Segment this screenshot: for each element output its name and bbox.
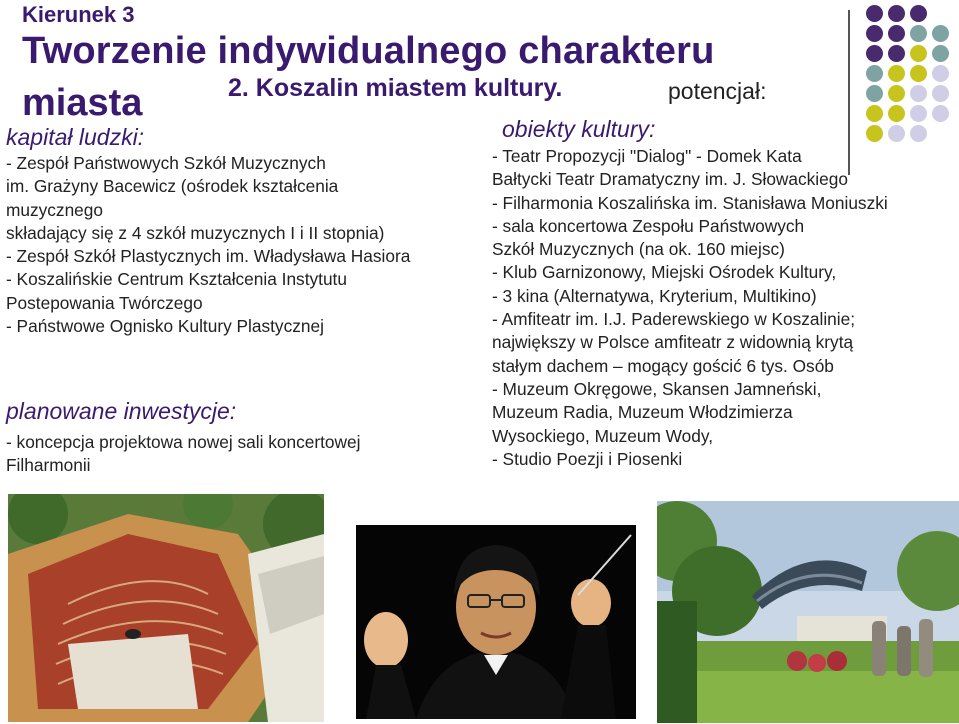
decorative-dot <box>866 25 883 42</box>
list-item: - Państwowe Ognisko Kultury Plastycznej <box>6 316 324 337</box>
list-item: - koncepcja projektowa nowej sali koncertowej <box>6 432 361 452</box>
list-item: Szkół Muzycznych (na ok. 160 miejsc) <box>492 239 785 260</box>
concert-hall-model-photo <box>8 494 324 722</box>
decorative-dot <box>932 45 949 62</box>
decorative-dot <box>910 65 927 82</box>
list-item: - Muzeum Okręgowe, Skansen Jamneński, <box>492 378 822 399</box>
list-item: Bałtycki Teatr Dramatyczny im. J. Słowackiego <box>492 169 848 190</box>
section-label: Kierunek 3 <box>22 2 135 27</box>
list-item: - Teatr Propozycji "Dialog" - Domek Kata <box>492 146 802 166</box>
decorative-dot <box>866 45 883 62</box>
decorative-dot <box>932 65 949 82</box>
decorative-dot <box>910 125 927 142</box>
list-item: - Amfiteatr im. I.J. Paderewskiego w Koszalinie; <box>492 309 856 330</box>
list-item: - Filharmonia Koszalińska im. Stanisława Moniuszki <box>492 192 888 213</box>
decorative-dot <box>910 45 927 62</box>
decorative-dot <box>888 65 905 82</box>
list-item: im. Grażyny Bacewicz (ośrodek kształcenia <box>6 176 339 197</box>
cultural-objects-list <box>492 145 888 471</box>
decorative-dot <box>932 85 949 102</box>
amphitheater-photo <box>657 501 959 723</box>
list-item: Muzeum Radia, Muzeum Włodzimierza <box>492 402 793 423</box>
potential-label: potencjał: <box>668 78 767 104</box>
list-item: stałym dachem – mogący gościć 6 tys. Osób <box>492 355 834 376</box>
decorative-dot <box>910 25 927 42</box>
decorative-dot <box>866 125 883 142</box>
decorative-dot <box>888 105 905 122</box>
list-item: muzycznego <box>6 199 104 220</box>
decorative-dot <box>866 85 883 102</box>
planned-investments-heading: planowane inwestycje: <box>6 398 237 424</box>
planned-investments-list <box>6 431 360 478</box>
page-title-line1: Tworzenie indywidualnego charakteru <box>22 30 715 72</box>
conductor-photo <box>356 525 636 719</box>
cultural-objects-heading: obiekty kultury: <box>502 116 656 142</box>
decorative-dot <box>866 5 883 22</box>
list-item: - Koszalińskie Centrum Kształcenia Instytutu <box>6 269 347 290</box>
human-capital-list <box>6 152 410 338</box>
page-title-line2: miasta <box>22 82 143 124</box>
decorative-dot <box>888 5 905 22</box>
decorative-dot <box>866 105 883 122</box>
list-item: - Zespół Szkół Plastycznych im. Władysława Hasiora <box>6 246 411 267</box>
decorative-dot <box>888 125 905 142</box>
list-item: Wysockiego, Muzeum Wody, <box>492 425 714 446</box>
decorative-dot <box>888 85 905 102</box>
list-item: - Klub Garnizonowy, Miejski Ośrodek Kultury, <box>492 262 837 283</box>
human-capital-heading: kapitał ludzki: <box>6 124 145 150</box>
list-item: - sala koncertowa Zespołu Państwowych <box>492 215 805 236</box>
decorative-dot <box>932 25 949 42</box>
list-item: - Studio Poezji i Piosenki <box>492 448 683 469</box>
decorative-dot <box>866 65 883 82</box>
decorative-dot <box>910 105 927 122</box>
decorative-dot <box>910 85 927 102</box>
list-item: Postepowania Twórczego <box>6 292 203 313</box>
list-item: składający się z 4 szkół muzycznych I i II stopnia) <box>6 222 385 243</box>
list-item: Filharmonii <box>6 455 91 476</box>
list-item: - Zespół Państwowych Szkół Muzycznych <box>6 153 326 173</box>
decorative-dot <box>888 25 905 42</box>
list-item: - 3 kina (Alternatywa, Kryterium, Multikino) <box>492 285 817 306</box>
decorative-dot <box>932 105 949 122</box>
vertical-divider <box>848 10 850 175</box>
page-subtitle: 2. Koszalin miastem kultury. <box>228 74 563 102</box>
list-item: największy w Polsce amfiteatr z widownią krytą <box>492 332 854 353</box>
decorative-dot <box>910 5 927 22</box>
decorative-dot <box>888 45 905 62</box>
decorative-dot-grid <box>866 5 959 155</box>
